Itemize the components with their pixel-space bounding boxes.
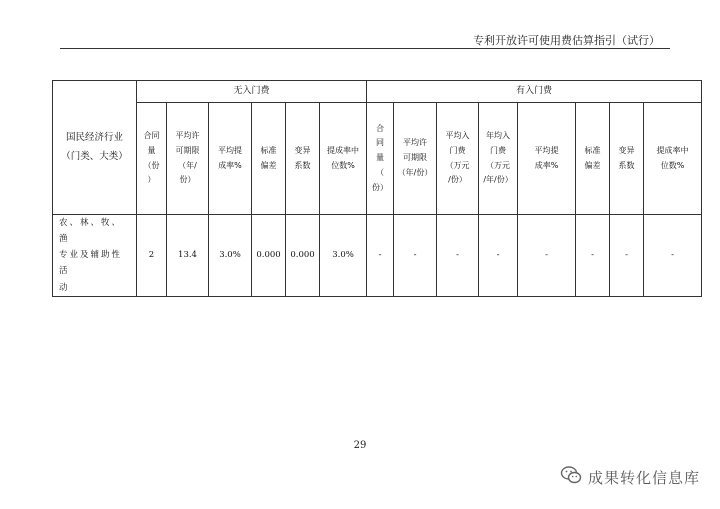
header-line: 可期限 (403, 153, 428, 163)
header-line: 可期限 (175, 145, 200, 155)
col-avg-entry-fee (437, 103, 479, 215)
license-fee-table (52, 80, 702, 297)
value-cv-fee: - (610, 215, 644, 297)
header-line: 标准 (260, 145, 277, 155)
value-avg-royalty: 3.0% (209, 215, 252, 297)
col-cv (286, 103, 320, 215)
header-line: 系数 (294, 160, 311, 170)
header-line: 平均提 (218, 145, 242, 155)
group-header-row (53, 81, 702, 103)
header-line: 位数% (660, 160, 685, 170)
header-line: 成率% (218, 160, 242, 170)
header-line: （年/份） (397, 167, 433, 177)
column-header-row (53, 103, 702, 215)
industry-header-line: （门类、大类） (61, 150, 128, 162)
no-entry-fee-group: 无入门费 (137, 81, 367, 103)
header-line: 份） (372, 182, 389, 192)
value-contracts-fee: - (367, 215, 394, 297)
header-rule (60, 48, 670, 49)
header-line: （万元 (486, 160, 511, 170)
header-line: ） (147, 175, 156, 185)
header-line: 合 (376, 123, 385, 133)
value-avg-term: 13.4 (167, 215, 209, 297)
header-line: 平均提 (534, 145, 559, 155)
watermark (560, 465, 700, 489)
col-avg-royalty-fee (518, 103, 576, 215)
col-avg-royalty (209, 103, 252, 215)
wechat-icon (560, 465, 582, 489)
col-annual-entry-fee (479, 103, 518, 215)
header-line: 门费 (449, 145, 466, 155)
industry-line: 农、林、牧、渔 (59, 218, 123, 245)
header-line: （ (376, 167, 385, 177)
value-std-dev-fee: - (576, 215, 610, 297)
header-line: 门费 (490, 145, 507, 155)
header-line: 成率% (534, 160, 559, 170)
col-median-royalty-fee (644, 103, 702, 215)
header-line: 平均许 (403, 138, 428, 148)
value-std-dev: 0.000 (252, 215, 286, 297)
header-line: /份） (448, 175, 467, 185)
document-header-title: 专利开放许可使用费估算指引（试行） (473, 34, 660, 47)
with-entry-fee-group: 有入门费 (367, 81, 702, 103)
col-contracts-fee (367, 103, 394, 215)
header-line: /年/份） (483, 175, 513, 185)
col-median-royalty (320, 103, 367, 215)
header-line: 年均入 (486, 130, 511, 140)
value-median-royalty: 3.0% (320, 215, 367, 297)
industry-header-cell (53, 81, 137, 215)
value-annual-entry-fee: - (479, 215, 518, 297)
header-line: 偏差 (260, 160, 277, 170)
value-avg-entry-fee: - (437, 215, 479, 297)
header-line: 合同 (143, 130, 160, 140)
col-cv-fee (610, 103, 644, 215)
table-row (53, 215, 702, 297)
header-line: （年/ (178, 160, 197, 170)
header-line: 系数 (618, 160, 635, 170)
header-line: 提成率中 (656, 145, 689, 155)
col-contracts (137, 103, 167, 215)
industry-name-cell (53, 215, 137, 297)
col-avg-term-fee (394, 103, 437, 215)
industry-line: 专业及辅助性活 (59, 250, 123, 277)
header-line: 偏差 (584, 160, 601, 170)
header-line: 标准 (584, 145, 601, 155)
value-cv: 0.000 (286, 215, 320, 297)
col-std-dev (252, 103, 286, 215)
watermark-text: 成果转化信息库 (587, 468, 700, 487)
header-line: 同 (376, 138, 385, 148)
header-line: 提成率中 (327, 145, 359, 155)
industry-line: 动 (59, 282, 70, 293)
header-line: 位数% (331, 160, 355, 170)
header-line: 平均入 (445, 130, 470, 140)
header-line: 量 (147, 145, 156, 155)
page-number: 29 (353, 440, 367, 451)
header-line: 变异 (618, 145, 635, 155)
value-contracts: 2 (137, 215, 167, 297)
industry-header-line: 国民经济行业 (65, 132, 123, 144)
value-avg-term-fee: - (394, 215, 437, 297)
col-avg-term (167, 103, 209, 215)
header-line: （万元 (445, 160, 470, 170)
header-line: 平均许 (175, 130, 200, 140)
value-avg-royalty-fee: - (518, 215, 576, 297)
col-std-dev-fee (576, 103, 610, 215)
header-line: 份） (179, 175, 196, 185)
header-line: 量 (376, 153, 385, 163)
header-line: 变异 (294, 145, 311, 155)
value-median-royalty-fee: - (644, 215, 702, 297)
header-line: （份 (143, 160, 160, 170)
